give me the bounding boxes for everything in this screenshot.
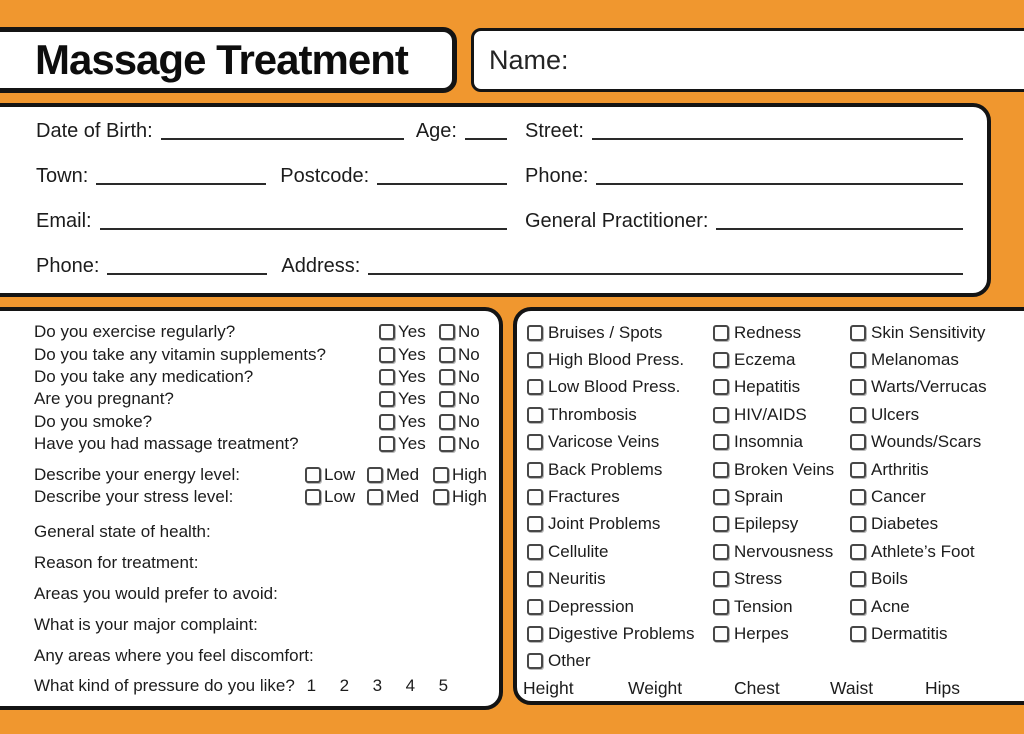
low-checkbox[interactable] [305,489,321,505]
condition-checkbox[interactable] [713,626,729,642]
phone2-label: Phone: [36,255,100,277]
condition-item [713,456,850,483]
condition-label: Redness [734,322,802,342]
condition-label: Melanomas [871,350,959,370]
condition-item [527,374,713,401]
condition-checkbox[interactable] [713,571,729,587]
condition-item [850,511,1024,538]
conditions-column-1 [527,319,713,675]
condition-label: Eczema [734,350,796,370]
condition-checkbox[interactable] [713,516,729,532]
condition-label: Cancer [871,487,926,507]
address-label: Address: [281,255,361,277]
condition-label: Neuritis [548,569,606,589]
page-title: Massage Treatment [35,36,408,83]
personal-row-3 [36,210,963,233]
condition-item [527,538,713,565]
high-label: High [452,464,487,484]
condition-checkbox[interactable] [850,599,866,615]
condition-item [713,593,850,620]
street-field[interactable] [592,126,963,140]
postcode-field[interactable] [377,171,507,185]
postcode-label: Postcode: [280,165,370,187]
town-field[interactable] [96,171,266,185]
age-field[interactable] [465,126,507,140]
condition-checkbox[interactable] [527,352,543,368]
personal-details-section [0,103,991,297]
yes-checkbox[interactable] [379,324,395,340]
yes-label: Yes [398,434,426,454]
phone-label: Phone: [525,165,589,187]
conditions-column-2 [713,319,850,675]
pressure-option-4[interactable]: 4 [405,675,416,695]
condition-label: Acne [871,596,910,616]
address-field[interactable] [368,261,963,275]
yes-label: Yes [398,366,426,386]
phone2-field[interactable] [107,261,267,275]
condition-checkbox[interactable] [850,352,866,368]
condition-item [850,456,1024,483]
question-row [34,411,491,433]
condition-label: Low Blood Press. [548,377,681,397]
question-label: Are you pregnant? [34,389,174,409]
condition-item [850,374,1024,401]
question-label: Do you smoke? [34,411,153,431]
no-label: No [458,366,480,386]
yes-checkbox[interactable] [379,347,395,363]
no-label: No [458,322,480,342]
condition-item [850,538,1024,565]
condition-item [713,511,850,538]
condition-label: Sprain [734,487,784,507]
condition-item [527,346,713,373]
measurement-label-waist: Waist [830,678,874,699]
pressure-option-3[interactable]: 3 [372,675,383,695]
condition-label: Thrombosis [548,404,637,424]
gp-field[interactable] [716,216,963,230]
level-label: Describe your stress level: [34,486,234,506]
condition-item [713,346,850,373]
condition-checkbox[interactable] [850,544,866,560]
condition-checkbox[interactable] [850,407,866,423]
med-checkbox[interactable] [367,467,383,483]
condition-item [850,401,1024,428]
condition-checkbox[interactable] [713,599,729,615]
yes-label: Yes [398,411,426,431]
condition-label: Athlete’s Foot [871,541,975,561]
spacer [34,455,491,463]
condition-label: Cellulite [548,541,609,561]
health-questions-section [0,307,503,710]
condition-item [850,483,1024,510]
yes-checkbox[interactable] [379,436,395,452]
condition-item [713,566,850,593]
condition-item [527,648,713,675]
no-checkbox[interactable] [439,369,455,385]
condition-label: Stress [734,569,783,589]
measurement-label-weight: Weight [628,678,683,699]
no-checkbox[interactable] [439,391,455,407]
measurement-label-hips: Hips [925,678,961,699]
high-checkbox[interactable] [433,489,449,505]
question-row [34,366,491,388]
prompt-line: Any areas where you feel discomfort: [34,646,314,666]
prompt-line: General state of health: [34,522,211,542]
condition-label: Fractures [548,487,620,507]
condition-checkbox[interactable] [527,626,543,642]
condition-checkbox[interactable] [527,434,543,450]
condition-item [713,401,850,428]
condition-label: Nervousness [734,541,834,561]
yes-label: Yes [398,389,426,409]
med-label: Med [386,486,420,506]
condition-label: Other [548,651,591,671]
no-label: No [458,434,480,454]
no-checkbox[interactable] [439,347,455,363]
high-label: High [452,486,487,506]
email-label: Email: [36,210,92,232]
condition-checkbox[interactable] [527,516,543,532]
email-field[interactable] [100,216,507,230]
pressure-option-1[interactable]: 1 [306,675,317,695]
personal-row-1 [36,120,963,143]
question-label: Have you had massage treatment? [34,434,299,454]
condition-item [527,620,713,647]
no-label: No [458,411,480,431]
condition-checkbox[interactable] [527,489,543,505]
no-label: No [458,344,480,364]
condition-label: Diabetes [871,514,939,534]
condition-label: High Blood Press. [548,350,685,370]
condition-checkbox[interactable] [713,379,729,395]
condition-label: Skin Sensitivity [871,322,986,342]
pressure-row [34,671,491,700]
condition-item [713,374,850,401]
med-checkbox[interactable] [367,489,383,505]
name-field-box[interactable] [471,28,1024,92]
condition-checkbox[interactable] [850,379,866,395]
question-label: Do you take any vitamin supplements? [34,344,326,364]
no-checkbox[interactable] [439,436,455,452]
condition-checkbox[interactable] [713,434,729,450]
condition-item [850,319,1024,346]
dob-label: Date of Birth: [36,120,153,142]
condition-label: Varicose Veins [548,432,660,452]
level-row [34,463,491,485]
question-row [34,321,491,343]
conditions-columns [527,319,1024,675]
measurement-label-chest: Chest [734,678,780,699]
personal-row-2 [36,165,963,188]
med-label: Med [386,464,420,484]
condition-item [850,429,1024,456]
condition-item [527,429,713,456]
conditions-column-3 [850,319,1024,675]
condition-checkbox[interactable] [713,462,729,478]
condition-checkbox[interactable] [850,434,866,450]
low-label: Low [324,464,356,484]
town-label: Town: [36,165,89,187]
condition-checkbox[interactable] [527,462,543,478]
conditions-section [513,307,1024,705]
condition-label: Arthritis [871,459,929,479]
condition-checkbox[interactable] [850,626,866,642]
gp-label: General Practitioner: [525,210,709,232]
condition-checkbox[interactable] [527,571,543,587]
measurement-label-height: Height [523,678,574,699]
condition-checkbox[interactable] [850,325,866,341]
level-label: Describe your energy level: [34,464,240,484]
condition-item [850,566,1024,593]
dob-field[interactable] [161,126,404,140]
yes-label: Yes [398,344,426,364]
yes-checkbox[interactable] [379,369,395,385]
prompt-line: Areas you would prefer to avoid: [34,584,278,604]
no-label: No [458,389,480,409]
measurements-row [520,678,1024,699]
street-label: Street: [525,120,584,142]
question-label: Do you take any medication? [34,366,254,386]
no-checkbox[interactable] [439,324,455,340]
condition-item [850,620,1024,647]
no-checkbox[interactable] [439,414,455,430]
condition-label: Digestive Problems [548,623,695,643]
condition-item [527,401,713,428]
prompt-line: Reason for treatment: [34,553,199,573]
condition-item [527,511,713,538]
condition-checkbox[interactable] [527,407,543,423]
low-checkbox[interactable] [305,467,321,483]
condition-checkbox[interactable] [527,653,543,669]
condition-item [527,593,713,620]
low-label: Low [324,486,356,506]
condition-label: Depression [548,596,634,616]
condition-label: Hepatitis [734,377,801,397]
condition-label: Dermatitis [871,623,948,643]
condition-item [527,566,713,593]
condition-item [527,319,713,346]
condition-label: Bruises / Spots [548,322,663,342]
yes-checkbox[interactable] [379,391,395,407]
condition-label: Wounds/Scars [871,432,982,452]
condition-item [713,319,850,346]
question-row [34,343,491,365]
prompt-line: What is your major complaint: [34,615,258,635]
condition-checkbox[interactable] [850,516,866,532]
condition-checkbox[interactable] [527,325,543,341]
condition-item [850,346,1024,373]
level-row [34,486,491,508]
condition-checkbox[interactable] [527,599,543,615]
condition-label: Epilepsy [734,514,799,534]
condition-checkbox[interactable] [527,379,543,395]
question-row [34,433,491,455]
pressure-option-5[interactable]: 5 [438,675,449,695]
condition-item [713,429,850,456]
condition-checkbox[interactable] [850,571,866,587]
condition-label: Warts/Verrucas [871,377,987,397]
condition-label: Herpes [734,623,789,643]
condition-item [713,620,850,647]
condition-checkbox[interactable] [713,325,729,341]
condition-item [850,593,1024,620]
high-checkbox[interactable] [433,467,449,483]
condition-label: Tension [734,596,793,616]
condition-label: Back Problems [548,459,663,479]
condition-checkbox[interactable] [850,489,866,505]
condition-checkbox[interactable] [713,489,729,505]
condition-checkbox[interactable] [713,544,729,560]
yes-checkbox[interactable] [379,414,395,430]
phone-field[interactable] [596,171,963,185]
condition-label: Joint Problems [548,514,661,534]
spacer [34,508,491,516]
condition-item [527,456,713,483]
condition-label: Boils [871,569,908,589]
condition-checkbox[interactable] [850,462,866,478]
condition-label: Ulcers [871,404,920,424]
question-label: Do you exercise regularly? [34,322,236,342]
pressure-option-2[interactable]: 2 [339,675,350,695]
name-label: Name: [489,44,569,75]
condition-label: HIV/AIDS [734,404,807,424]
personal-row-4 [36,255,963,278]
condition-checkbox[interactable] [713,352,729,368]
condition-item [713,483,850,510]
condition-checkbox[interactable] [713,407,729,423]
form-title-box [0,27,457,93]
age-label: Age: [415,120,457,142]
condition-item [527,483,713,510]
condition-item [713,538,850,565]
pressure-label: What kind of pressure do you like? [34,675,295,695]
condition-checkbox[interactable] [527,544,543,560]
condition-label: Insomnia [734,432,803,452]
yes-label: Yes [398,322,426,342]
condition-label: Broken Veins [734,459,835,479]
question-row [34,388,491,410]
